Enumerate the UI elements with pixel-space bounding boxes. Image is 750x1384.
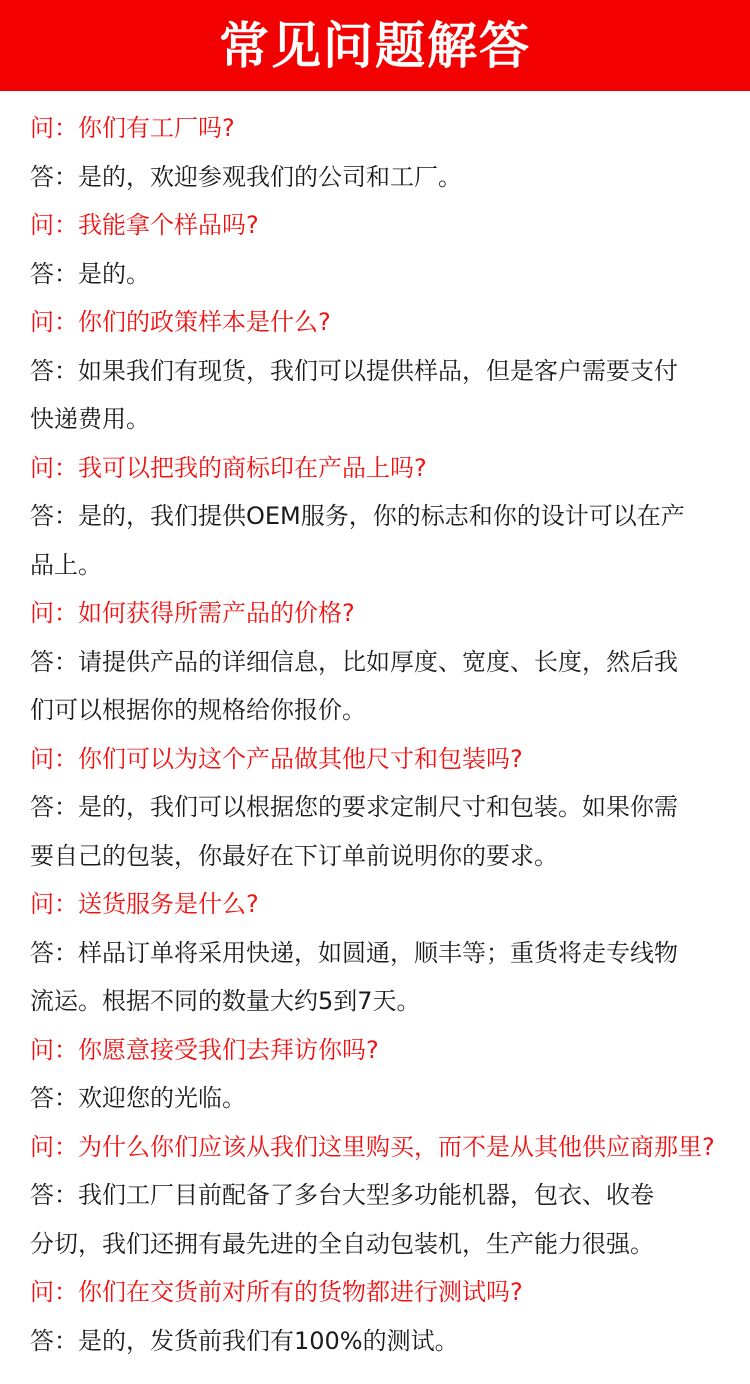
faq-answer: 答：是的，我们可以根据您的要求定制尺寸和包装。如果你需 [30,793,678,821]
faq-list [0,91,750,1365]
faq-question: 问：我可以把我的商标印在产品上吗? [30,453,427,482]
faq-answer: 答：是的。 [30,259,150,288]
faq-question: 问：你们在交货前对所有的货物都进行测试吗? [30,1278,523,1306]
faq-answer: 品上。 [30,550,102,579]
faq-answer: 们可以根据你的规格给你报价。 [30,696,366,724]
faq-answer: 答：我们工厂目前配备了多台大型多功能机器，包衣、收卷 [30,1181,654,1209]
faq-question: 问：你愿意接受我们去拜访你吗? [30,1035,379,1064]
faq-answer: 分切，我们还拥有最先进的全自动包装机，生产能力很强。 [30,1229,654,1258]
faq-question: 问：你们可以为这个产品做其他尺寸和包装吗? [30,744,523,773]
faq-answer: 答：如果我们有现货，我们可以提供样品，但是客户需要支付 [30,356,678,385]
faq-answer: 答：是的，发货前我们有100%的测试。 [30,1326,459,1355]
faq-answer: 答：请提供产品的详细信息，比如厚度、宽度、长度，然后我 [30,647,678,676]
faq-question: 问：你们的政策样本是什么? [30,308,331,336]
faq-answer: 答：样品订单将采用快递，如圆通，顺丰等；重货将走专线物 [30,938,678,967]
faq-question: 问：我能拿个样品吗? [30,211,259,239]
faq-answer: 流运。根据不同的数量大约5到7天。 [30,987,421,1015]
faq-answer: 答：是的，欢迎参观我们的公司和工厂。 [30,162,462,191]
faq-answer: 快递费用。 [30,405,150,433]
faq-question: 问：你们有工厂吗? [30,114,235,142]
faq-question: 问：为什么你们应该从我们这里购买，而不是从其他供应商那里? [30,1132,715,1161]
faq-question: 问：如何获得所需产品的价格? [30,599,355,627]
faq-header-banner [0,0,750,91]
faq-answer: 要自己的包装，你最好在下订单前说明你的要求。 [30,841,558,870]
faq-answer: 答：欢迎您的光临。 [30,1084,246,1112]
faq-answer: 答：是的，我们提供OEM服务，你的标志和你的设计可以在产 [30,502,685,530]
faq-question: 问：送货服务是什么? [30,890,259,918]
page-title: 常见问题解答 [219,16,531,75]
